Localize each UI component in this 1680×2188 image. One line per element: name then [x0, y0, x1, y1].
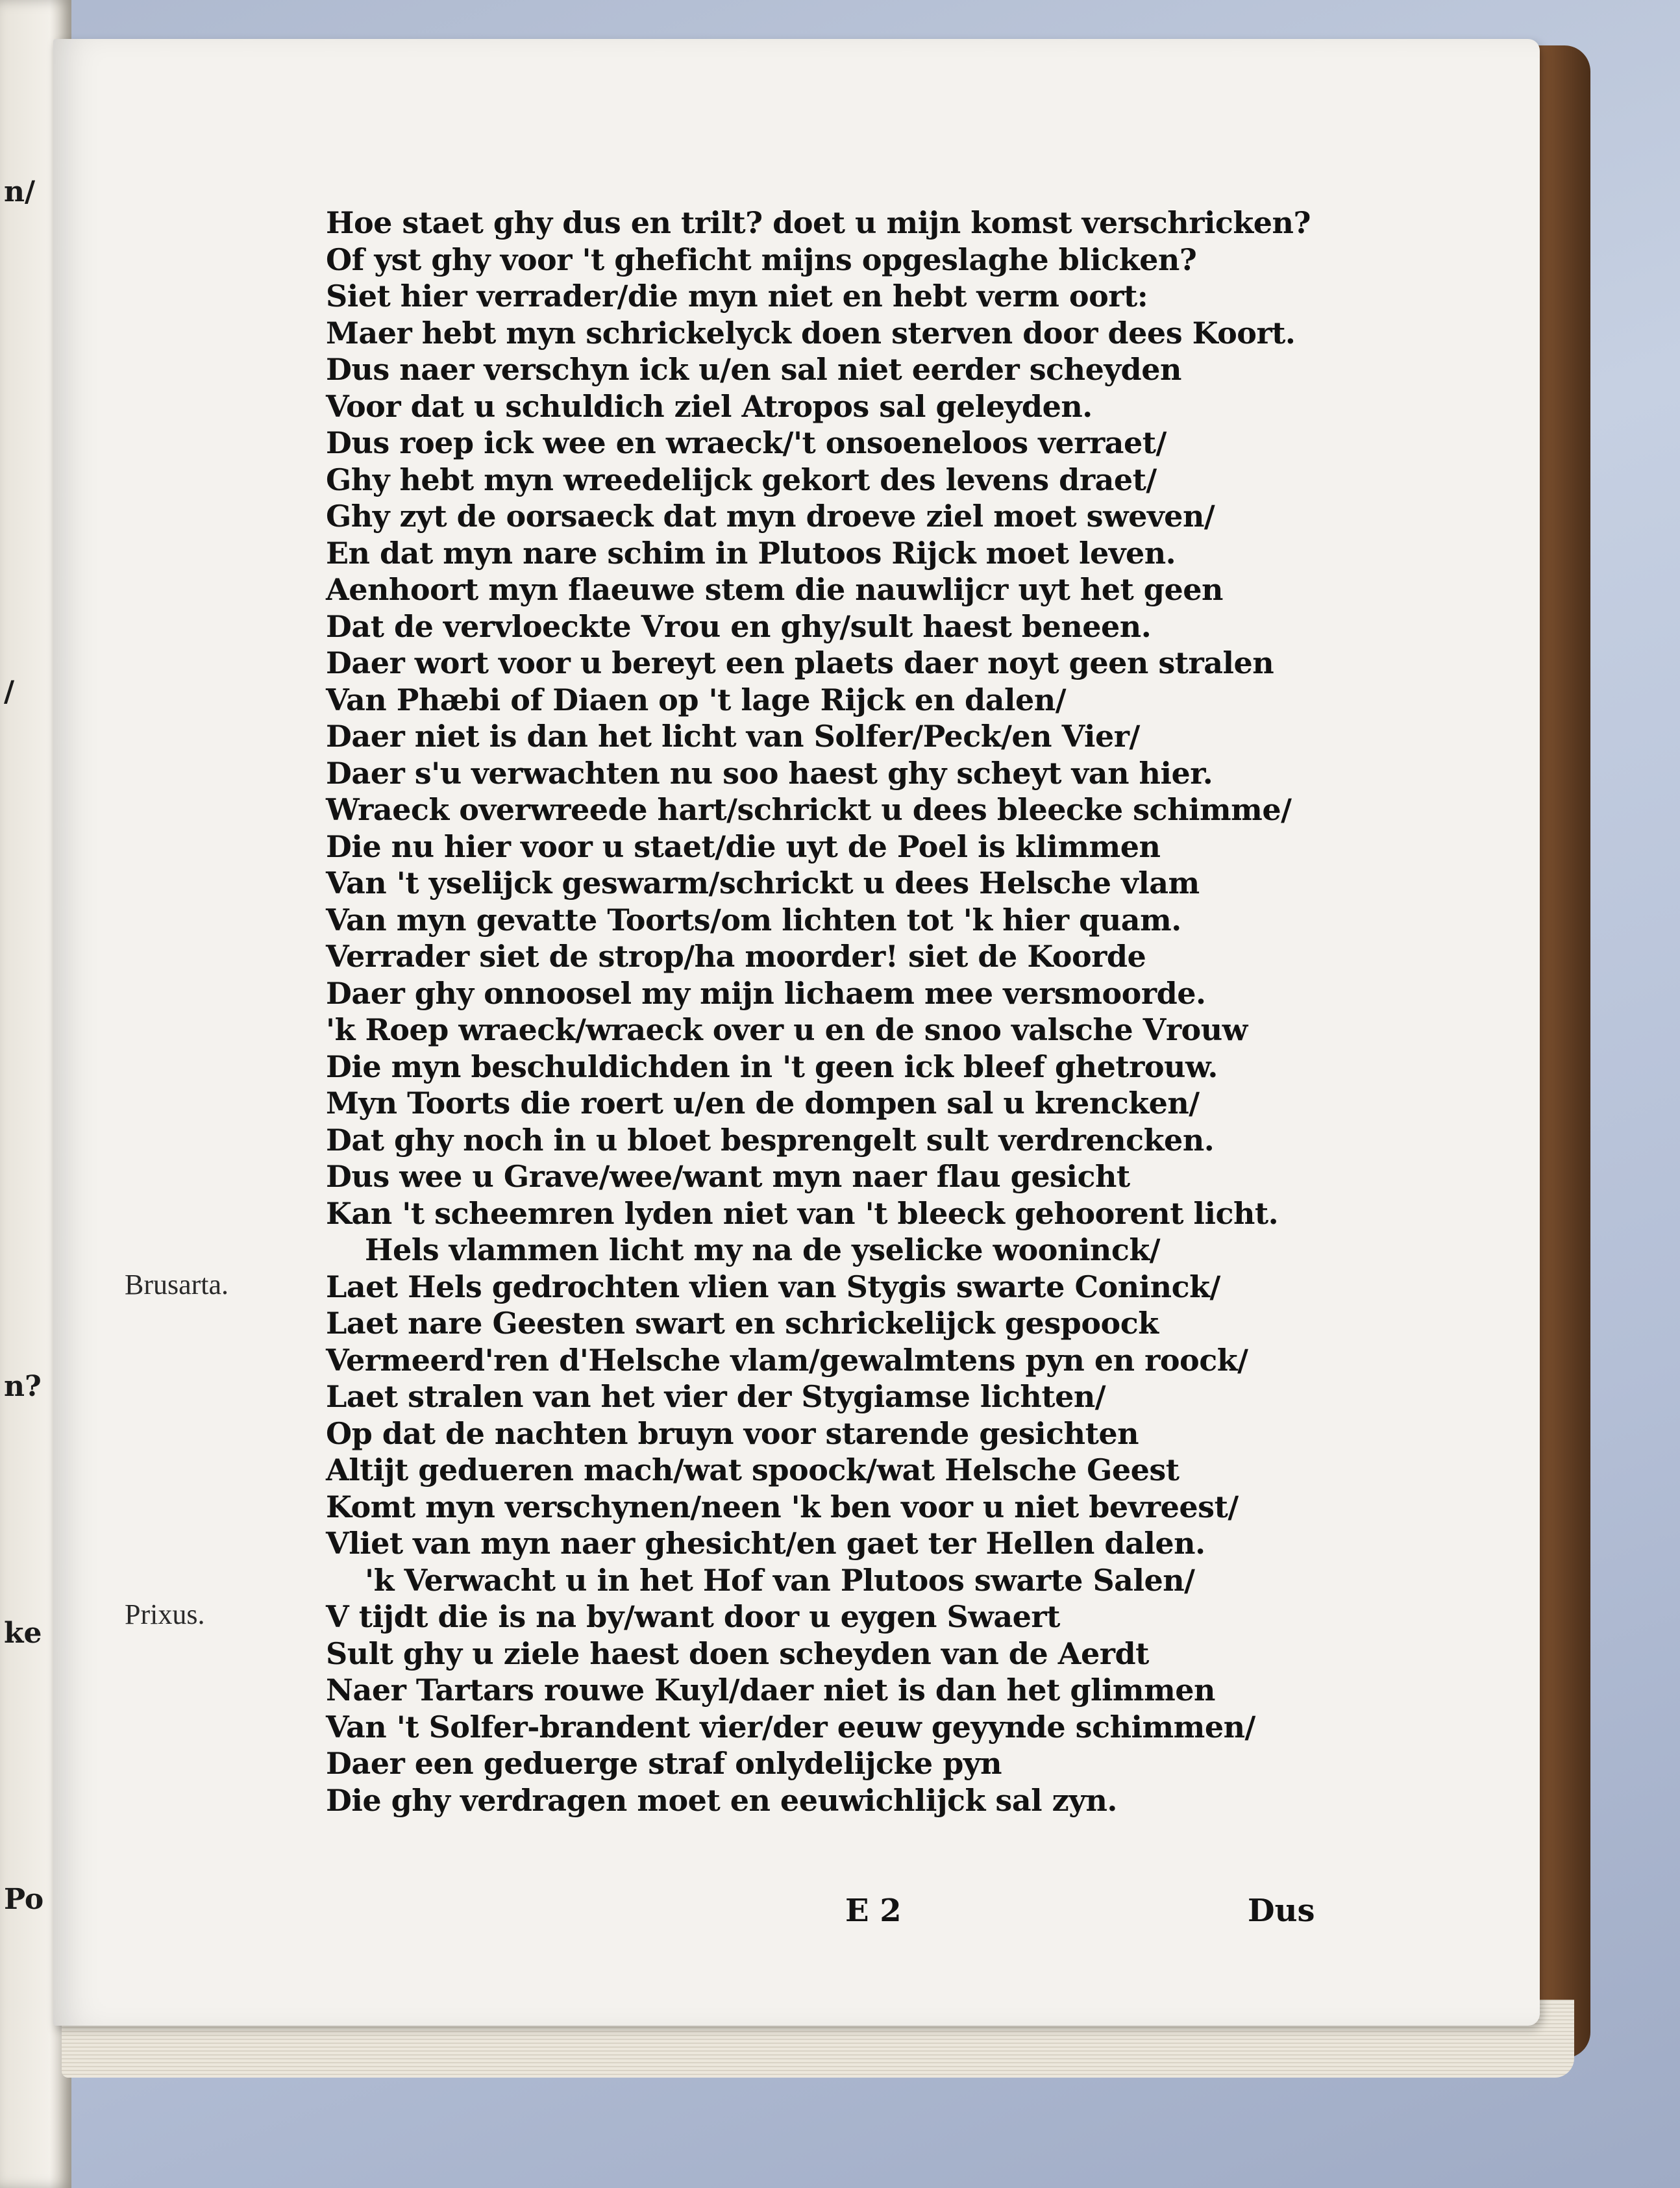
verse-line: Siet hier verrader/die myn niet en hebt verm oort: [326, 279, 1148, 314]
previous-page-fragment: n/ [4, 175, 36, 208]
verse-line: Die ghy verdragen moet en eeuwichlijck sal zyn. [326, 1782, 1117, 1818]
verse-line: Vliet van myn naer ghesicht/en gaet ter Hellen dalen. [326, 1526, 1205, 1561]
verse-line: Verrader siet de strop/ha moorder! siet de Koorde [326, 939, 1146, 974]
verse-line: Wraeck overwreede hart/schrickt u dees bleecke schimme/ [326, 792, 1292, 827]
verse-line: Laet stralen van het vier der Stygiamse lichten/ [326, 1379, 1106, 1414]
verse-line: Dus wee u Grave/wee/want myn naer flau gesicht [326, 1159, 1130, 1194]
verse-line: Die nu hier voor u staet/die uyt de Poel is klimmen [326, 828, 1161, 864]
verse-block [326, 205, 1442, 1819]
previous-page-fragment: / [4, 675, 15, 708]
verse-line: Sult ghy u ziele haest doen scheyden van de Aerdt [326, 1635, 1149, 1671]
verse-line: Daer een geduerge straf onlydelijcke pyn [326, 1746, 1002, 1781]
verse-line: Of yst ghy voor 't gheficht mijns opgeslaghe blicken? [326, 242, 1197, 277]
verse-line: 'k Roep wraeck/wraeck over u en de snoo valsche Vrouw [326, 1012, 1248, 1047]
verse-line: Vermeerd'ren d'Helsche vlam/gewalmtens pyn en roock/ [326, 1342, 1248, 1378]
verse-line: Myn Toorts die roert u/en de dompen sal u krencken/ [326, 1086, 1200, 1121]
verse-line: Ghy hebt myn wreedelijck gekort des levens draet/ [326, 462, 1157, 497]
verse-line: Van 't yselijck geswarm/schrickt u dees Helsche vlam [326, 865, 1200, 901]
speaker-label-brusarta: Brusarta. [125, 1269, 229, 1300]
verse-line: Daer wort voor u bereyt een plaets daer noyt geen stralen [326, 645, 1274, 680]
verse-line: Altijt gedueren mach/wat spoock/wat Helsche Geest [326, 1452, 1180, 1487]
verse-line: 'k Verwacht u in het Hof van Plutoos swarte Salen/ [365, 1562, 1195, 1598]
previous-page-fragment: Po [4, 1883, 44, 1916]
verse-line: Van 't Solfer-brandent vier/der eeuw geyynde schimmen/ [326, 1709, 1255, 1745]
verse-line: Van myn gevatte Toorts/om lichten tot 'k hier quam. [326, 902, 1181, 938]
verse-line: Dat de vervloeckte Vrou en ghy/sult haest beneen. [326, 608, 1152, 644]
verse-line: Daer niet is dan het licht van Solfer/Peck/en Vier/ [326, 719, 1140, 754]
verse-line: Hoe staet ghy dus en trilt? doet u mijn komst verschricken? [326, 205, 1311, 240]
catchword: Dus [1248, 1893, 1315, 1929]
verse-line: Kan 't scheemren lyden niet van 't bleeck gehoorent licht. [326, 1195, 1279, 1231]
verse-line: Aenhoort myn flaeuwe stem die nauwlijcr uyt het geen [326, 572, 1223, 607]
verse-line: Van Phæbi of Diaen op 't lage Rijck en dalen/ [326, 682, 1067, 717]
signature-mark: E 2 [845, 1893, 902, 1929]
verse-line: Daer s'u verwachten nu soo haest ghy scheyt van hier. [326, 755, 1213, 791]
verse-line: Dus roep ick wee en wraeck/'t onsoeneloos verraet/ [326, 425, 1167, 460]
book-page [53, 39, 1540, 2026]
verse-line: Die myn beschuldichden in 't geen ick bleef ghetrouw. [326, 1049, 1218, 1084]
verse-line: Op dat de nachten bruyn voor starende gesichten [326, 1415, 1139, 1451]
verse-line: Komt myn verschynen/neen 'k ben voor u niet bevreest/ [326, 1489, 1239, 1524]
speaker-label-prixus: Prixus. [125, 1598, 205, 1630]
verse-line: V tijdt die is na by/want door u eygen Swaert [326, 1599, 1060, 1634]
verse-line: Ghy zyt de oorsaeck dat myn droeve ziel moet sweven/ [326, 499, 1215, 534]
verse-line: Voor dat u schuldich ziel Atropos sal geleyden. [326, 388, 1093, 424]
previous-page-fragment: ke [4, 1617, 42, 1650]
previous-page-fragment: n? [4, 1370, 42, 1403]
verse-line: Hels vlammen licht my na de yselicke wooninck/ [365, 1232, 1160, 1267]
verse-line: Dat ghy noch in u bloet besprengelt sult verdrencken. [326, 1122, 1215, 1158]
verse-line: Daer ghy onnoosel my mijn lichaem mee versmoorde. [326, 975, 1206, 1011]
verse-line: Dus naer verschyn ick u/en sal niet eerder scheyden [326, 352, 1181, 387]
verse-line: Laet Hels gedrochten vlien van Stygis swarte Coninck/ [326, 1269, 1220, 1304]
verse-line: En dat myn nare schim in Plutoos Rijck moet leven. [326, 535, 1176, 571]
verse-line: Maer hebt myn schrickelyck doen sterven door dees Koort. [326, 315, 1296, 351]
verse-line: Laet nare Geesten swart en schrickelijck gespoock [326, 1306, 1159, 1341]
verse-line: Naer Tartars rouwe Kuyl/daer niet is dan het glimmen [326, 1672, 1215, 1708]
